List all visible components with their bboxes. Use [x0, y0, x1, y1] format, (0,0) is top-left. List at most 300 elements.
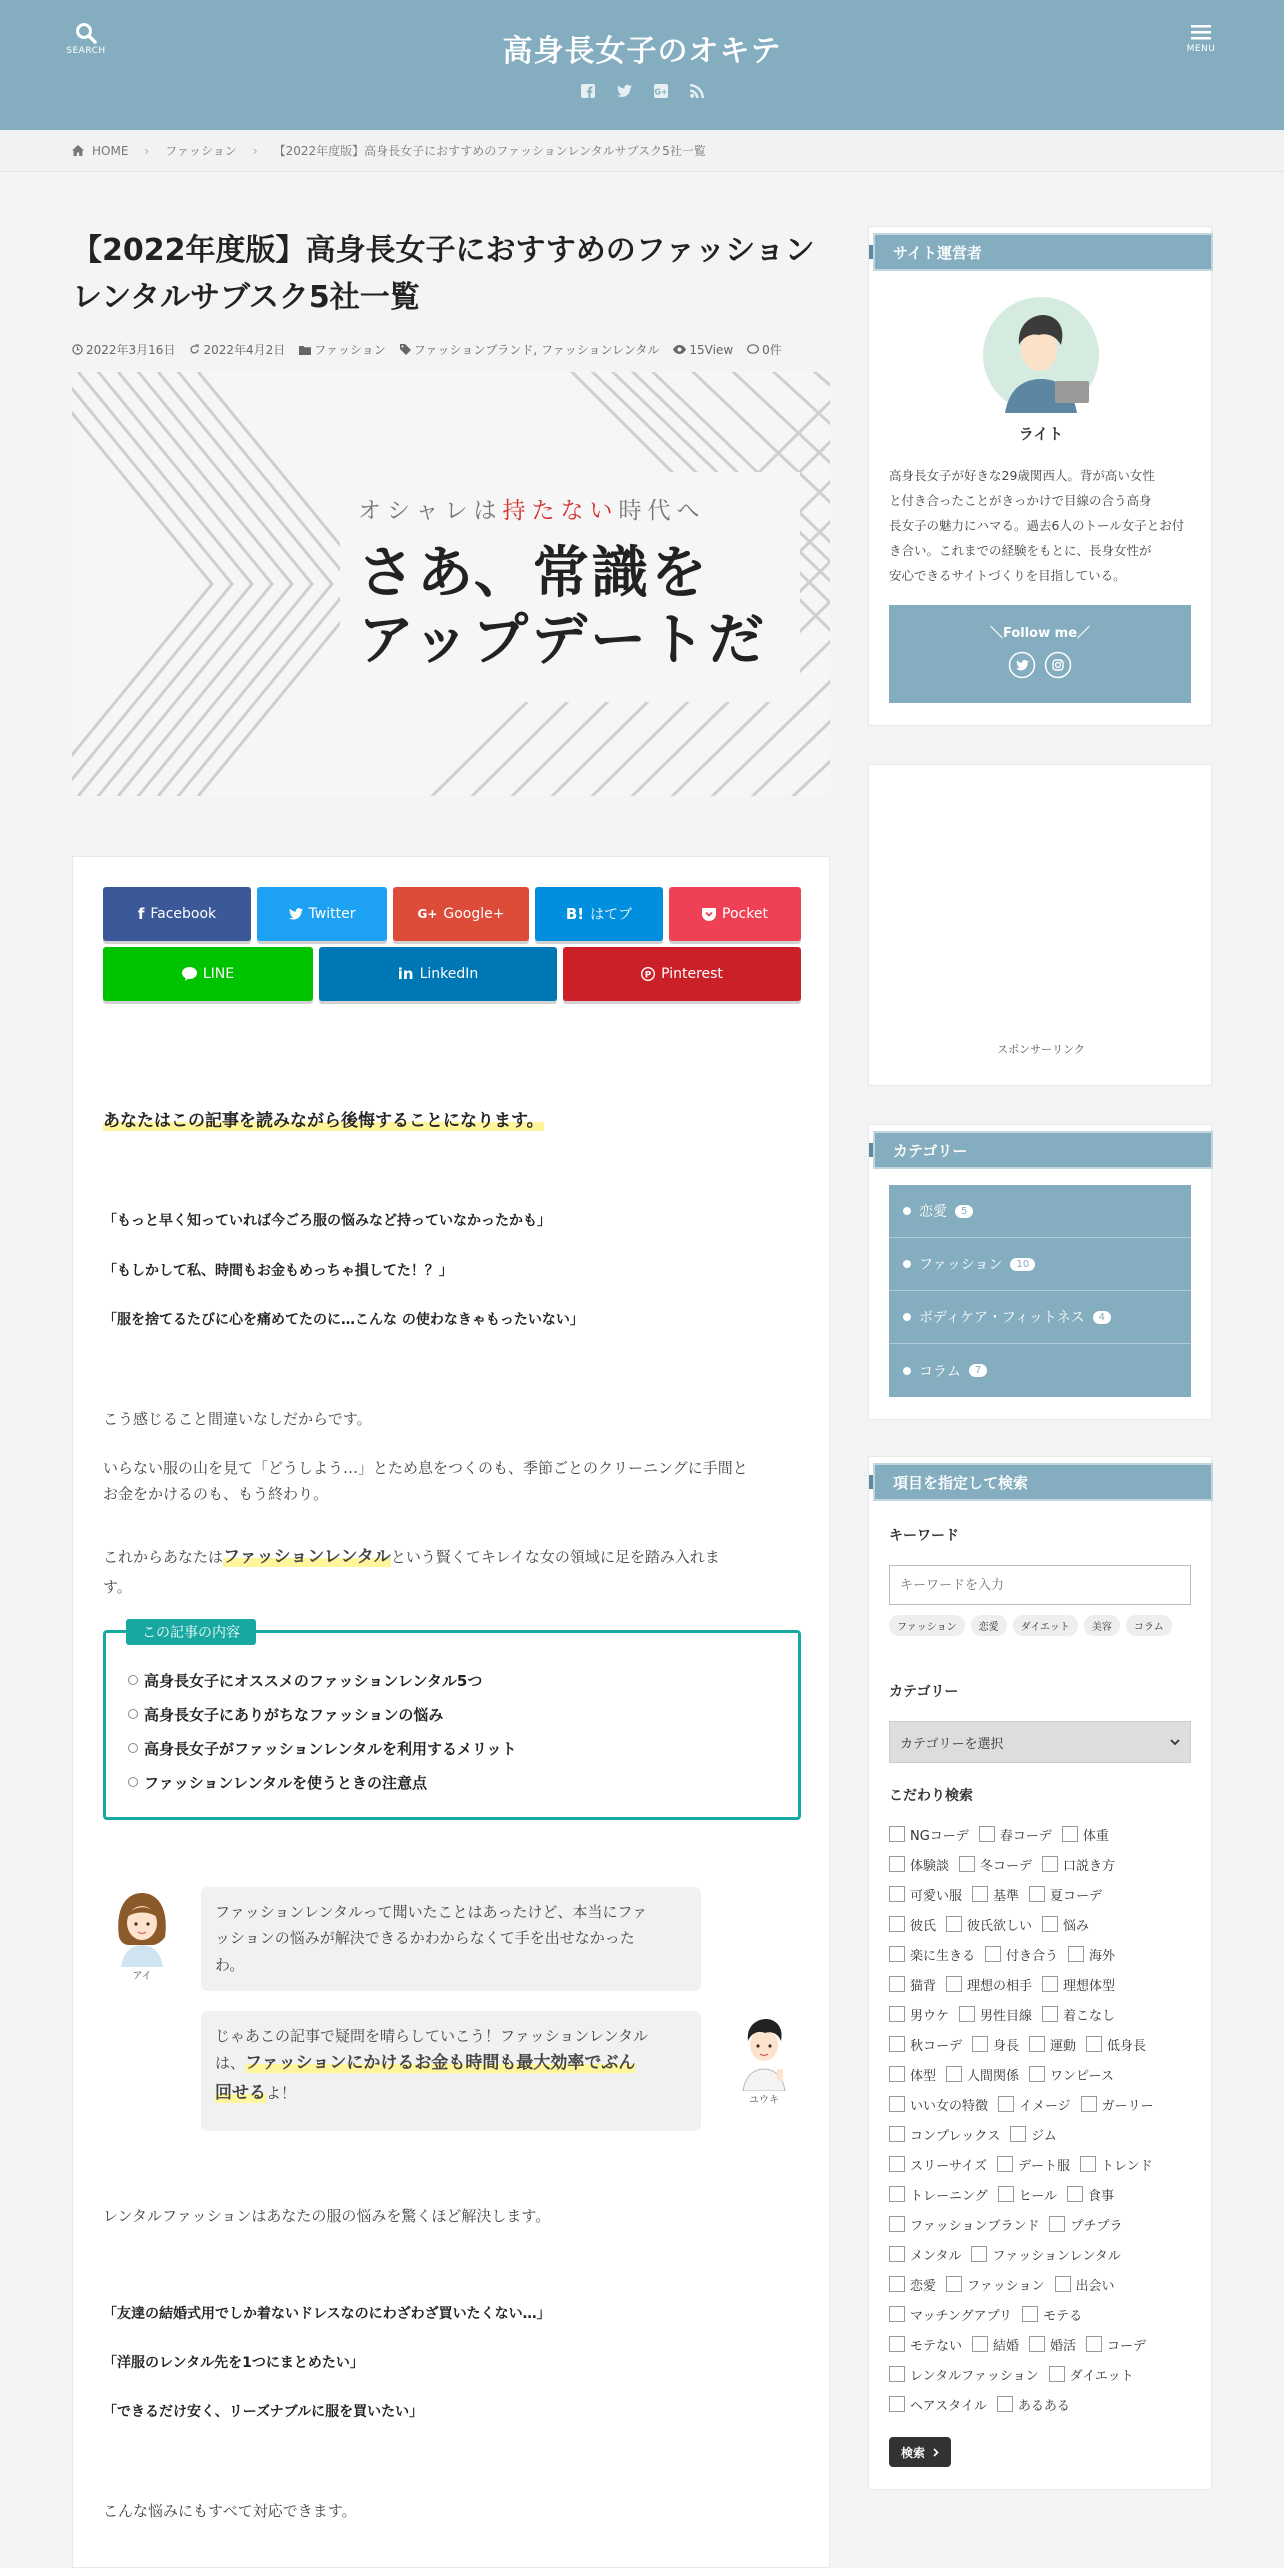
checkbox-label: スリーサイズ	[910, 2158, 987, 2174]
checkbox-label: ガーリー	[1101, 2098, 1154, 2114]
checkbox-label: 低身長	[1107, 2038, 1147, 2054]
checkbox-box[interactable]	[1062, 1826, 1078, 1842]
filter-row	[889, 2059, 1199, 2089]
admin-widget	[868, 226, 1212, 726]
checkbox-box[interactable]	[946, 2276, 962, 2292]
checkbox-box[interactable]	[1081, 2096, 1097, 2112]
filter-row	[889, 2209, 1199, 2239]
filter-checkbox[interactable]	[971, 2245, 1120, 2264]
speaker-name: ユウキ	[749, 2095, 779, 2106]
checkbox-label: トレーニング	[910, 2188, 988, 2204]
filter-checkbox[interactable]	[1068, 1945, 1115, 1964]
checkbox-label: 男ウケ	[910, 2008, 950, 2024]
pocket-icon	[702, 908, 716, 921]
category-item[interactable]: ファッション 10	[889, 1238, 1191, 1291]
checkbox-label: 秋コーデ	[910, 2038, 963, 2054]
category-item[interactable]: コラム 7	[889, 1344, 1191, 1397]
folder-icon	[299, 345, 311, 355]
checkbox-box[interactable]	[889, 2366, 905, 2382]
line-share-button[interactable]: LINE	[103, 947, 313, 1001]
toc-title: この記事の内容	[126, 1619, 256, 1645]
checkbox-label: 運動	[1050, 2038, 1077, 2054]
filter-checkbox[interactable]	[998, 2095, 1071, 2114]
keyword-tag[interactable]: 恋愛	[971, 1615, 1007, 1636]
sponsor-widget	[868, 764, 1212, 1086]
quote-line: 「服を捨てるたびに心を痛めてたのに…こんな の使わなきゃもったいない」	[103, 1312, 584, 1328]
quote-line: 「できるだけ安く、リーズナブルに服を買いたい」	[103, 2404, 424, 2420]
filter-checkbox[interactable]	[1081, 2095, 1154, 2114]
filter-checkbox[interactable]	[889, 2035, 962, 2054]
checkbox-box[interactable]	[972, 2336, 988, 2352]
paragraph: レンタルファッションはあなたの服の悩みを驚くほど解決します。	[103, 2207, 551, 2225]
filter-row	[889, 2239, 1199, 2269]
filter-checkbox[interactable]	[889, 1825, 969, 1844]
instagram-icon[interactable]	[1044, 651, 1072, 679]
female-avatar-icon	[107, 1887, 177, 1967]
checkbox-box[interactable]	[1086, 2036, 1102, 2052]
toc-list	[128, 1663, 516, 1799]
checkbox-label: デート服	[1017, 2158, 1070, 2174]
checkbox-box[interactable]	[889, 2096, 905, 2112]
chevron-down-icon	[1170, 1739, 1180, 1746]
checkbox-box[interactable]	[1029, 1886, 1045, 1902]
filter-checkbox[interactable]	[946, 2275, 1044, 2294]
keyword-input[interactable]	[889, 1565, 1191, 1605]
checkbox-label: イメージ	[1019, 2098, 1071, 2114]
search-label: SEARCH	[66, 46, 106, 56]
twitter-icon[interactable]	[617, 84, 632, 98]
checkbox-label: 夏コーデ	[1050, 1888, 1103, 1904]
filter-checkbox[interactable]	[1029, 1885, 1102, 1904]
filter-checkbox[interactable]	[889, 2125, 1000, 2144]
checkbox-box[interactable]	[889, 2246, 905, 2262]
checkbox-box[interactable]	[889, 2006, 905, 2022]
filter-checkbox[interactable]	[889, 2155, 987, 2174]
male-avatar-icon	[729, 2011, 799, 2091]
checkbox-box[interactable]	[998, 2186, 1014, 2202]
checkbox-label: 彼氏欲しい	[967, 1918, 1033, 1934]
filter-checkbox[interactable]	[889, 1855, 949, 1874]
filter-checkbox[interactable]	[1086, 2335, 1146, 2354]
checkbox-box[interactable]	[1055, 2276, 1071, 2292]
checkbox-box[interactable]	[1068, 1946, 1084, 1962]
post-category[interactable]: ファッション	[299, 341, 386, 358]
follow-label: ＼Follow me／	[989, 626, 1091, 641]
filter-row	[889, 2359, 1199, 2389]
home-icon	[72, 145, 84, 156]
share-buttons	[103, 887, 801, 1007]
facebook-icon: f	[137, 905, 145, 923]
checkbox-box[interactable]	[1049, 2366, 1065, 2382]
filter-checkbox[interactable]	[998, 2185, 1057, 2204]
checkbox-label: モテる	[1043, 2308, 1083, 2324]
checkbox-label: 理想体型	[1063, 1978, 1116, 1994]
speech-bubble: じゃあこの記事で疑問を晴らしていこう！ファッションレンタル は、ファッションにかけるお金も時間も最大効率でぶん 回せるよ！	[201, 2011, 701, 2131]
checkbox-box[interactable]	[889, 1916, 905, 1932]
filter-checkbox[interactable]	[1042, 1975, 1115, 1994]
filter-checkbox[interactable]	[889, 1885, 962, 1904]
hamburger-icon	[1191, 22, 1211, 42]
checkbox-box[interactable]	[946, 2066, 962, 2082]
checkbox-box[interactable]	[971, 2246, 987, 2262]
checkbox-label: メンタル	[910, 2248, 962, 2264]
filter-checkbox[interactable]	[1055, 2275, 1115, 2294]
speech-bubble: ファッションレンタルって聞いたことはあったけど、本当にファ ッションの悩みが解決できるかわからなくて手を出せなかった わ。	[201, 1887, 701, 1991]
filter-checkbox[interactable]	[1029, 2335, 1076, 2354]
checkbox-label: 出会い	[1075, 2278, 1115, 2294]
filter-row	[889, 2119, 1199, 2149]
checkbox-box[interactable]	[889, 2336, 905, 2352]
checkbox-label: 口説き方	[1063, 1858, 1116, 1874]
filter-checkbox[interactable]	[1042, 2005, 1115, 2024]
checkbox-box[interactable]	[889, 2396, 905, 2412]
category-label: カテゴリー	[889, 1684, 959, 1700]
speaker-name: アイ	[132, 1971, 152, 1982]
count-badge: 10	[1010, 1258, 1035, 1271]
filter-checkbox[interactable]	[1022, 2305, 1082, 2324]
paragraph: これからあなたはファッションレンタルという賢くてキレイな女の領域に足を踏み入れま す。	[103, 1547, 720, 1597]
checkbox-label: コンプレックス	[910, 2128, 1001, 2144]
menu-label: MENU	[1186, 44, 1216, 54]
filter-row	[889, 1819, 1199, 1849]
filter-row	[889, 1909, 1199, 1939]
checkbox-box[interactable]	[1029, 2336, 1045, 2352]
post-meta	[72, 341, 830, 358]
checkbox-label: 身長	[993, 2038, 1020, 2054]
keyword-label: キーワード	[889, 1528, 959, 1544]
paragraph: こんな悩みにもすべて対応できます。	[103, 2502, 357, 2520]
filter-checkbox[interactable]	[1029, 2065, 1114, 2084]
twitter-share-button[interactable]: Twitter	[257, 887, 387, 941]
checkbox-label: モテない	[910, 2338, 963, 2354]
svg-text:G+: G+	[653, 87, 668, 97]
checkbox-box[interactable]	[972, 1886, 988, 1902]
filter-checkbox[interactable]	[959, 2005, 1032, 2024]
filter-checkbox[interactable]	[985, 1945, 1058, 1964]
quote-line: 「もしかして私、時間もお金もめっちゃ損してた！？」	[103, 1263, 453, 1279]
keyword-tag[interactable]: 美容	[1084, 1615, 1120, 1636]
checkbox-label: 体型	[910, 2068, 937, 2084]
filter-checkbox[interactable]	[889, 2395, 987, 2414]
checkbox-label: あるある	[1017, 2398, 1070, 2414]
checkbox-box[interactable]	[997, 2156, 1013, 2172]
checkbox-label: マッチングアプリ	[910, 2308, 1013, 2324]
site-title[interactable]: 高身長女子のオキテ	[502, 34, 782, 69]
tag-icon	[400, 344, 411, 355]
filter-row	[889, 2299, 1199, 2329]
checkbox-label: 男性目線	[980, 2008, 1033, 2024]
clock-icon	[72, 344, 83, 355]
lead-paragraph: あなたはこの記事を読みながら後悔することになります。	[103, 1111, 544, 1131]
filter-checkbox[interactable]	[979, 1825, 1052, 1844]
filter-checkbox[interactable]	[889, 2215, 1039, 2234]
menu-button[interactable]	[1181, 22, 1221, 54]
count-badge: 7	[969, 1364, 987, 1377]
filter-row	[889, 2029, 1199, 2059]
checkbox-label: NGコーデ	[910, 1828, 969, 1844]
admin-bio: 高身長女子が好きな29歳関西人。背が高い女性 と付き合ったことがきっかけで目線の合う高身 長女子の魅力にハマる。過去6人のトール女子とお付 き合い。これまでの経験をもとに、長身女性が 安心できるサイトづくりを目指している。	[889, 468, 1185, 583]
checkbox-box[interactable]	[1067, 2186, 1083, 2202]
filter-row	[889, 2329, 1199, 2359]
toc-item[interactable]: 高身長女子にありがちなファッションの悩み	[128, 1697, 516, 1731]
filter-checkbox[interactable]	[889, 2335, 962, 2354]
site-header	[0, 0, 1284, 130]
filter-checkbox[interactable]	[946, 1975, 1032, 1994]
category-widget	[868, 1124, 1212, 1420]
checkbox-box[interactable]	[889, 1826, 905, 1842]
header-social-links	[0, 84, 1284, 98]
checkbox-box[interactable]	[972, 2036, 988, 2052]
filter-checkbox[interactable]	[889, 1915, 936, 1934]
checkbox-box[interactable]	[998, 2096, 1014, 2112]
checkbox-box[interactable]	[889, 2186, 905, 2202]
admin-avatar	[983, 297, 1099, 413]
filter-checkbox[interactable]	[972, 1885, 1019, 1904]
updated-date: 2022年4月2日	[189, 341, 285, 358]
category-select[interactable]: カテゴリーを選択	[889, 1721, 1191, 1763]
line-icon	[182, 967, 197, 981]
checkbox-label: 理想の相手	[967, 1978, 1033, 1994]
linkedin-share-button[interactable]: in LinkedIn	[319, 947, 557, 1001]
breadcrumb-separator: ›	[144, 143, 150, 158]
pinterest-share-button[interactable]: P Pinterest	[563, 947, 801, 1001]
checkbox-box[interactable]	[1042, 2006, 1058, 2022]
checkbox-box[interactable]	[1042, 1976, 1058, 1992]
facebook-share-button[interactable]: f Facebook	[103, 887, 251, 941]
filter-checkbox[interactable]	[1062, 1825, 1109, 1844]
widget-title: カテゴリー	[869, 1131, 1213, 1169]
checkbox-box[interactable]	[889, 2126, 905, 2142]
checkbox-label: ヘアスタイル	[910, 2398, 987, 2414]
breadcrumb	[0, 130, 1284, 172]
checkbox-label: 着こなし	[1063, 2008, 1116, 2024]
checkbox-box[interactable]	[1029, 2066, 1045, 2082]
checkbox-box[interactable]	[959, 2006, 975, 2022]
google-plus-icon[interactable]	[654, 84, 668, 98]
filter-checkbox[interactable]	[889, 2095, 988, 2114]
checkbox-label: 冬コーデ	[980, 1858, 1033, 1874]
checkbox-box[interactable]	[889, 1946, 905, 1962]
filter-checkbox[interactable]	[889, 2365, 1039, 2384]
count-badge: 4	[1093, 1311, 1111, 1324]
filter-checkbox[interactable]	[972, 2335, 1019, 2354]
twitter-icon[interactable]	[1008, 651, 1036, 679]
keyword-tag[interactable]: コラム	[1126, 1615, 1172, 1636]
checkbox-box[interactable]	[1022, 2306, 1038, 2322]
rss-icon[interactable]	[690, 84, 704, 98]
filter-checkbox[interactable]	[972, 2035, 1019, 2054]
checkbox-label: ダイエット	[1069, 2368, 1134, 2384]
category-list	[889, 1185, 1191, 1397]
admin-name: ライト	[1018, 425, 1064, 443]
filter-checkbox[interactable]	[1029, 2035, 1076, 2054]
keyword-tags	[889, 1615, 1189, 1636]
toc-item[interactable]: 高身長女子がファッションレンタルを利用するメリット	[128, 1731, 516, 1765]
filter-checkbox[interactable]	[889, 1945, 975, 1964]
filter-row	[889, 1969, 1199, 1999]
count-badge: 5	[955, 1205, 973, 1218]
checkbox-box[interactable]	[979, 1826, 995, 1842]
checkbox-label: 海外	[1089, 1948, 1116, 1964]
checkbox-box[interactable]	[1029, 2036, 1045, 2052]
eye-icon	[673, 345, 686, 354]
checkbox-label: 彼氏	[910, 1918, 937, 1934]
checkbox-box[interactable]	[1080, 2156, 1096, 2172]
checkbox-label: 結婚	[993, 2338, 1020, 2354]
search-submit-button[interactable]: 検索	[889, 2437, 951, 2467]
filter-checkbox[interactable]	[1086, 2035, 1146, 2054]
checkbox-label: 婚活	[1050, 2338, 1077, 2354]
checkbox-label: 悩み	[1063, 1918, 1090, 1934]
pocket-share-button[interactable]: Pocket	[669, 887, 801, 941]
checkbox-label: ワンピース	[1050, 2068, 1114, 2084]
twitter-icon	[289, 908, 303, 920]
speaker-avatar-yuki	[729, 2011, 799, 2106]
paragraph: いらない服の山を見て「どうしよう…」とため息をつくのも、季節ごとのクリーニングに手間と お金をかけるのも、もう終わり。	[103, 1459, 748, 1504]
filter-row	[889, 1879, 1199, 1909]
pinterest-icon	[641, 967, 655, 981]
eyecatch-headline: さあ、常識を アップデートだ	[358, 540, 768, 674]
comment-count[interactable]: 0件	[747, 341, 782, 358]
filter-checkbox[interactable]	[1042, 1915, 1089, 1934]
toc-item[interactable]: ファッションレンタルを使うときの注意点	[128, 1765, 516, 1799]
quote-line: 「友達の結婚式用でしか着ないドレスなのにわざわざ買いたくない…」	[103, 2306, 551, 2322]
post-title: 【2022年度版】高身長女子におすすめのファッションレンタルサブスク5社一覧	[72, 233, 815, 315]
linkedin-icon: in	[397, 965, 414, 983]
checkbox-box[interactable]	[946, 1916, 962, 1932]
google-plus-icon: G+	[417, 907, 438, 921]
filter-checkbox[interactable]	[946, 2065, 1019, 2084]
category-item[interactable]: ボディケア・フィットネス 4	[889, 1291, 1191, 1344]
filter-checkbox[interactable]	[1049, 2365, 1134, 2384]
eyecatch-image	[72, 372, 830, 796]
filter-checkbox[interactable]	[889, 2305, 1012, 2324]
checkbox-box[interactable]	[889, 2036, 905, 2052]
widget-title: サイト運営者	[869, 233, 1213, 271]
svg-text:P: P	[644, 970, 652, 981]
filter-checkbox[interactable]	[1010, 2125, 1056, 2144]
checkbox-label: コーデ	[1107, 2338, 1147, 2354]
quote-line: 「洋服のレンタル先を1つにまとめたい」	[103, 2355, 364, 2371]
breadcrumb-current: 【2022年度版】高身長女子におすすめのファッションレンタルサブスク5社一覧	[273, 144, 706, 158]
keyword-tag[interactable]: ダイエット	[1013, 1615, 1078, 1636]
filter-label: こだわり検索	[889, 1788, 973, 1804]
checkbox-box[interactable]	[889, 1886, 905, 1902]
speaker-avatar-ai	[107, 1887, 177, 1982]
widget-title: 項目を指定して検索	[869, 1463, 1213, 1501]
checkbox-box[interactable]	[1042, 1916, 1058, 1932]
filter-checkbox[interactable]	[1042, 1855, 1115, 1874]
checkbox-label: 恋愛	[910, 2278, 937, 2294]
filter-checkbox[interactable]	[946, 1915, 1032, 1934]
paragraph: こう感じること間違いなしだからです。	[103, 1410, 372, 1428]
checkbox-label: いい女の特徴	[910, 2098, 989, 2114]
sponsor-label: スポンサーリンク	[997, 1043, 1085, 1056]
checkbox-label: ファッション	[967, 2278, 1045, 2294]
checkbox-box[interactable]	[1010, 2126, 1026, 2142]
post-header	[72, 228, 830, 796]
checkbox-box[interactable]	[889, 2066, 905, 2082]
checkbox-box[interactable]	[959, 1856, 975, 1872]
filter-row	[889, 1999, 1199, 2029]
filter-checkbox[interactable]	[959, 1855, 1032, 1874]
filter-row	[889, 2269, 1199, 2299]
filter-checkbox[interactable]	[889, 2005, 949, 2024]
checkbox-label: 基準	[993, 1888, 1020, 1904]
chevron-right-icon	[933, 2448, 939, 2457]
filter-checkboxes	[889, 1819, 1199, 2419]
checkbox-label: 体重	[1082, 1828, 1109, 1844]
filter-checkbox[interactable]	[997, 2155, 1070, 2174]
checkbox-label: トレンド	[1100, 2158, 1153, 2174]
google-plus-share-button[interactable]: G+ Google+	[393, 887, 529, 941]
filter-checkbox[interactable]	[1067, 2185, 1114, 2204]
facebook-icon[interactable]	[581, 84, 595, 98]
hatena-icon: B!	[565, 905, 585, 923]
filter-checkbox[interactable]	[889, 1975, 936, 1994]
post-tags[interactable]: ファッションブランド, ファッションレンタル	[400, 341, 660, 358]
checkbox-box[interactable]	[889, 2216, 905, 2232]
checkbox-box[interactable]	[946, 1976, 962, 1992]
filter-search-widget	[868, 1456, 1212, 2490]
checkbox-box[interactable]	[889, 1976, 905, 1992]
comment-icon	[747, 344, 759, 355]
checkbox-box[interactable]	[889, 1856, 905, 1872]
breadcrumb-home[interactable]: HOME	[92, 143, 129, 158]
filter-checkbox[interactable]	[889, 2065, 936, 2084]
checkbox-label: 春コーデ	[999, 1828, 1052, 1844]
filter-checkbox[interactable]	[997, 2395, 1070, 2414]
filter-checkbox[interactable]	[889, 2275, 936, 2294]
checkbox-box[interactable]	[889, 2306, 905, 2322]
table-of-contents	[103, 1625, 801, 1820]
checkbox-label: レンタルファッション	[910, 2368, 1039, 2384]
checkbox-box[interactable]	[1042, 1856, 1058, 1872]
checkbox-label: ファッションブランド	[910, 2218, 1040, 2234]
checkbox-label: 付き合う	[1006, 1948, 1059, 1964]
checkbox-box[interactable]	[1049, 2216, 1065, 2232]
checkbox-label: ジム	[1031, 2128, 1057, 2144]
eyecatch-subtitle: オシャレは持たない時代へ	[358, 498, 706, 524]
breadcrumb-separator: ›	[252, 143, 258, 158]
checkbox-box[interactable]	[997, 2396, 1013, 2412]
checkbox-label: 体験談	[910, 1858, 950, 1874]
checkbox-box[interactable]	[889, 2276, 905, 2292]
toc-item[interactable]: 高身長女子にオススメのファッションレンタル5つ	[128, 1663, 516, 1697]
checkbox-label: プチプラ	[1070, 2218, 1123, 2234]
filter-row	[889, 2149, 1199, 2179]
filter-checkbox[interactable]	[889, 2185, 988, 2204]
article-body	[72, 856, 830, 2568]
hatena-share-button[interactable]: B! はてブ	[535, 887, 663, 941]
checkbox-label: 可愛い服	[910, 1888, 963, 1904]
breadcrumb-category[interactable]: ファッション	[165, 144, 237, 158]
category-item[interactable]: 恋愛 5	[889, 1185, 1191, 1238]
filter-row	[889, 1939, 1199, 1969]
checkbox-label: 猫背	[910, 1978, 937, 1994]
checkbox-label: 食事	[1087, 2188, 1114, 2204]
filter-checkbox[interactable]	[1080, 2155, 1153, 2174]
checkbox-box[interactable]	[889, 2156, 905, 2172]
checkbox-box[interactable]	[1086, 2336, 1102, 2352]
quote-line: 「もっと早く知っていれば今ごろ服の悩みなど持っていなかったかも」	[103, 1213, 551, 1229]
published-date: 2022年3月16日	[72, 341, 175, 358]
keyword-tag[interactable]: ファッション	[889, 1615, 965, 1636]
checkbox-label: ヒール	[1018, 2188, 1057, 2204]
checkbox-box[interactable]	[985, 1946, 1001, 1962]
filter-checkbox[interactable]	[1049, 2215, 1122, 2234]
filter-checkbox[interactable]	[889, 2245, 961, 2264]
